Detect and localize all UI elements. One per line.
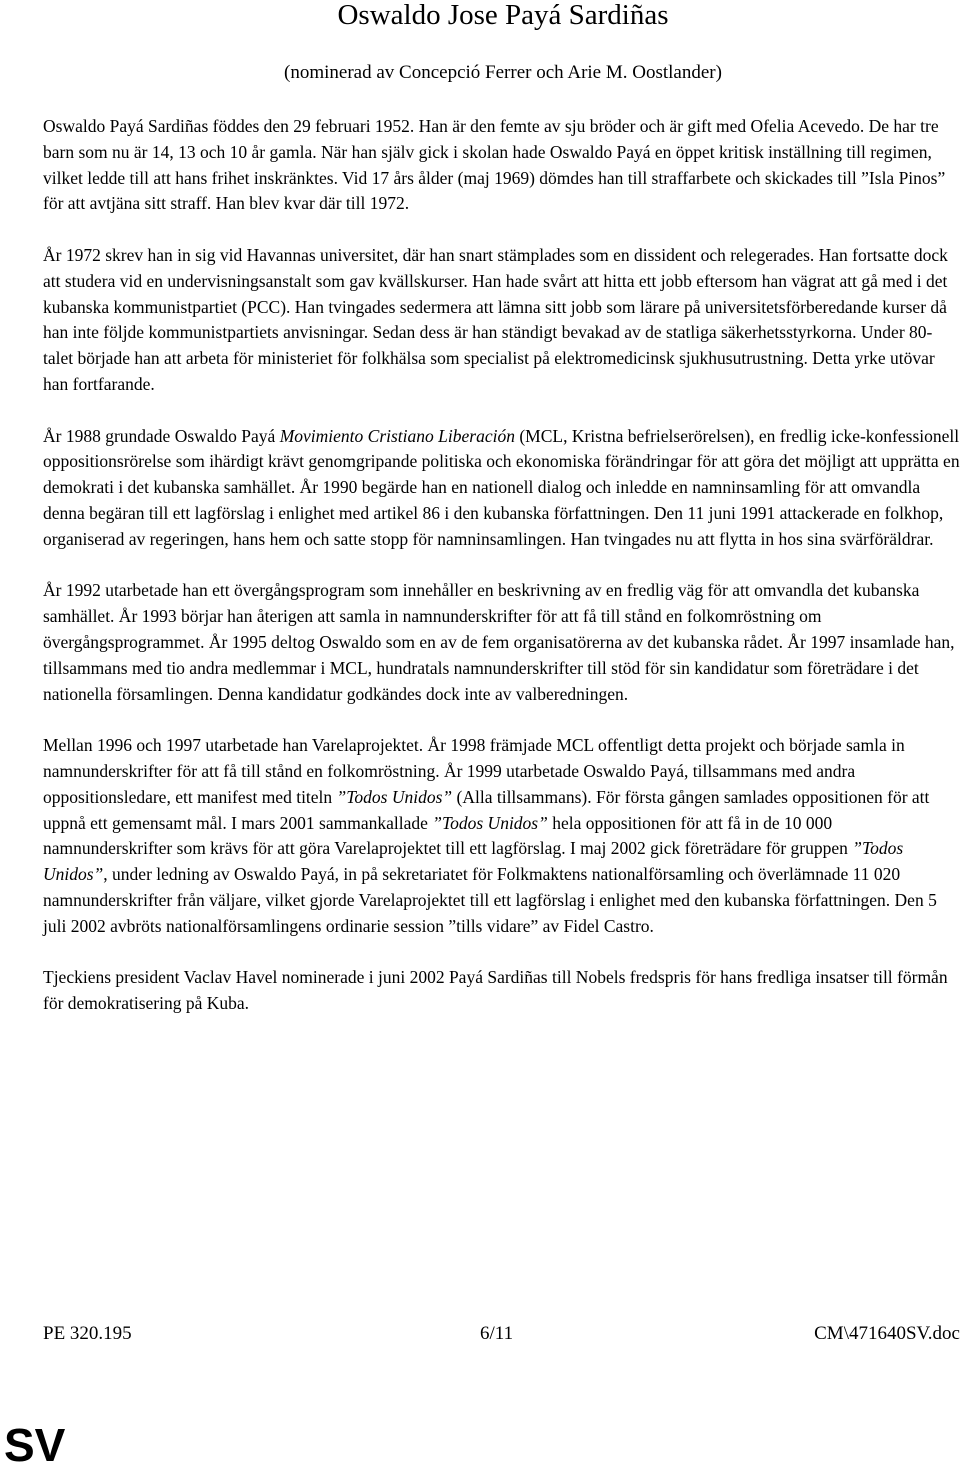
text-run: , under ledning av Oswaldo Payá, in på sekretariatet för Folkmaktens nationalförsamling och överlämnade 11 020 namnunderskrifter från väljare, vilket gjorde Varelaprojektet till ett lagförslag i enlighet med den kubanska författningen. Den 5 juli 2002 avbröts nationalförsamlingens ordinarie session ”tills vidare” av Fidel Castro.	[43, 864, 937, 936]
todos-unidos-name: ”Todos Unidos”	[432, 812, 548, 833]
footer-page-number: 6/11	[480, 1323, 514, 1344]
footer-reference: PE 320.195	[43, 1323, 132, 1344]
language-code: SV	[4, 1419, 66, 1471]
document-body	[43, 114, 960, 1043]
document-subtitle: (nominerad av Concepció Ferrer och Arie M. Oostlander)	[284, 62, 722, 83]
text-run: hela oppositionen för att få in de 10 000 namnunderskrifter som krävs för att göra Varelaprojektet till ett lagförslag. I maj 2002 gick företrädare för gruppen	[43, 812, 853, 859]
footer-document-name: CM\471640SV.doc	[814, 1323, 960, 1344]
document-title: Oswaldo Jose Payá Sardiñas	[337, 0, 669, 31]
paragraph-varela-project	[43, 733, 960, 939]
paragraph-nomination: Tjeckiens president Vaclav Havel nominerade i juni 2002 Payá Sardiñas till Nobels fredspris för hans fredliga insatser till förmån för demokratisering på Kuba.	[43, 967, 948, 1014]
mcl-name: Movimiento Cristiano Liberación	[279, 425, 515, 446]
text-run: År 1988 grundade Oswaldo Payá	[43, 425, 280, 446]
todos-unidos-name: ”Todos Unidos”	[336, 786, 453, 807]
text-run: (MCL, Kristna befrielserörelsen), en fredlig icke-konfessionell oppositionsrörelse som ihärdigt krävt genomgripande politiska och ekonomiska förändringar för att göra det möjligt att upprätta en demokrati i det kubanska samhället. År 1990 begärde han en nationell dialog och inledde en namninsamling för att omvandla denna begäran till ett lagförslag i enlighet med artikel 86 i den kubanska författningen. Den 11 juni 1991 attackerade en folkhop, organiserad av regeringen, hans hem och satte stopp för namninsamlingen. Han tvingades nu att flytta in hos sina svärföräldrar.	[43, 425, 960, 549]
text-run: (Alla tillsammans). För första gången samlades oppositionen för att uppnå ett gemensamt mål. I mars 2001 sammankallade	[43, 786, 930, 833]
paragraph-university: År 1972 skrev han in sig vid Havannas universitet, där han snart stämplades som en dissident och relegerades. Han fortsatte dock att studera vid en undervisningsanstalt som gav kvällskurser. Han hade svårt att hitta ett jobb eftersom han vägrat att gå med i det kubanska kommunistpartiet (PCC). Han tvingades sedermera att lämna sitt jobb som lärare på universitetsförberedande kurser då han inte följde kommunistpartiets anvisningar. Sedan dess är han ständigt bevakad av de statliga säkerhetsstyrkorna. Under 80-talet började han att arbeta för ministeriet för folkhälsa som specialist på elektromedicinsk sjukhusutrustning. Detta yrke utövar han fortfarande.	[43, 244, 948, 394]
text-run: Mellan 1996 och 1997 utarbetade han Varelaprojektet. År 1998 främjade MCL offentligt detta projekt och började samla in namnunderskrifter för att få till stånd en folkomröstning. År 1999 utarbetade Oswaldo Payá, tillsammans med andra oppositionsledare, ett manifest med titeln	[43, 735, 905, 807]
paragraph-birth: Oswaldo Payá Sardiñas föddes den 29 februari 1952. Han är den femte av sju bröder och är gift med Ofelia Acevedo. De har tre barn som nu är 14, 13 och 10 år gamla. När han själv gick i skolan hade Oswaldo Payá en öppet kritisk inställning till regimen, vilket ledde till att hans frihet inskränktes. Vid 17 års ålder (maj 1969) dömdes han till straffarbete och skickades till ”Isla Pinos” för att avtjäna sitt straff. Han blev kvar där till 1972.	[43, 116, 946, 214]
paragraph-transition-program: År 1992 utarbetade han ett övergångsprogram som innehåller en beskrivning av en fredlig väg för att omvandla det kubanska samhället. År 1993 börjar han återigen att samla in namnunderskrifter för att få till stånd en folkomröstning om övergångsprogrammet. År 1995 deltog Oswaldo som en av de fem organisatörerna av det kubanska rådet. År 1997 insamlade han, tillsammans med tio andra medlemmar i MCL, hundratals namnunderskrifter till stöd för sin kandidatur som företrädare i det nationella församlingen. Denna kandidatur godkändes dock inte av valberedningen.	[43, 580, 955, 704]
todos-unidos-name: ”Todos Unidos”	[43, 838, 904, 885]
paragraph-mcl	[43, 424, 960, 553]
